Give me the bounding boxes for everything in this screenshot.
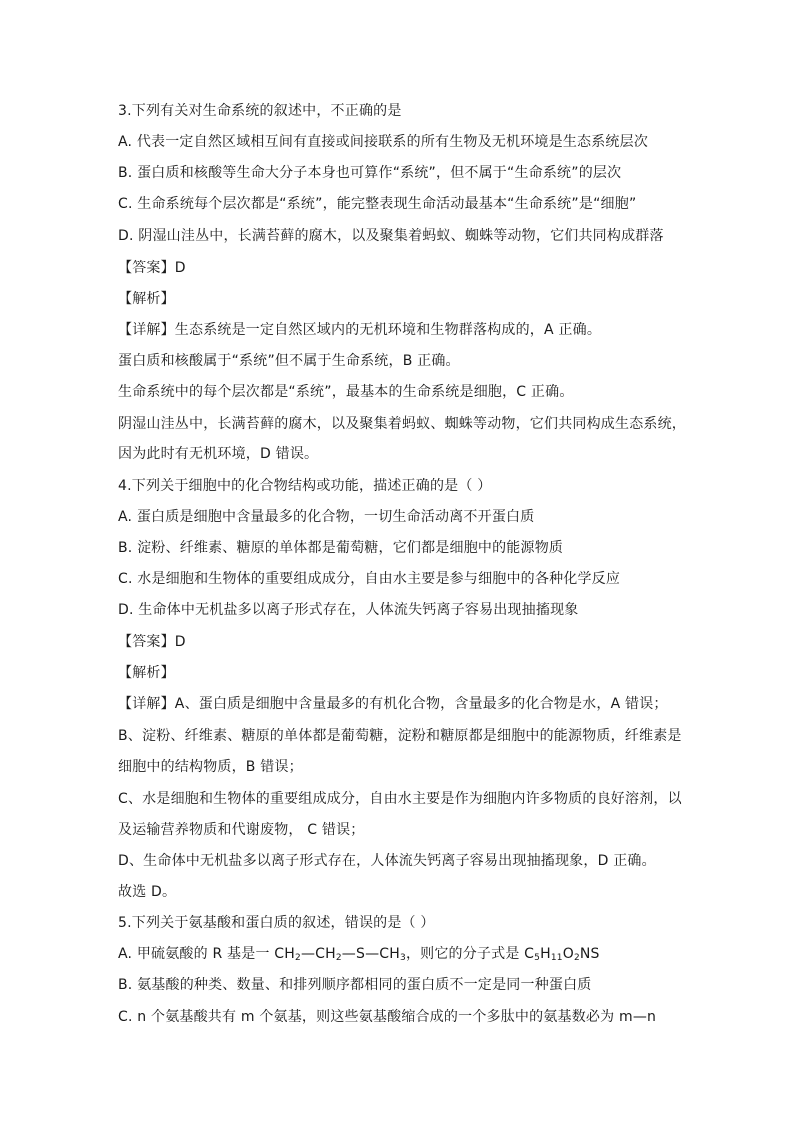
question-4-detail-line-4: C、水是细胞和生物体的重要组成成分，自由水主要是作为细胞内许多物质的良好溶剂，以 xyxy=(118,791,682,807)
question-3-stem: 3.下列有关对生命系统的叙述中，不正确的是 xyxy=(118,103,402,119)
question-5-option-c: C. n 个氨基酸共有 m 个氨基，则这些氨基酸缩合成的一个多肽中的氨基数必为 m—n xyxy=(118,1009,657,1025)
option-a-text: —CH xyxy=(300,946,336,962)
question-3-detail-line-2: 蛋白质和核酸属于“系统”但不属于生命系统，B 正确。 xyxy=(118,353,460,369)
question-3-detail-line-3: 生命系统中的每个层次都是“系统”，最基本的生命系统是细胞，C 正确。 xyxy=(118,384,574,400)
option-a-text: H xyxy=(540,946,551,962)
question-4-detail-line-3: 细胞中的结构物质，B 错误； xyxy=(118,759,303,775)
option-a-text: NS xyxy=(579,946,600,962)
option-a-text: A. 甲硫氨酸的 R 基是一 CH xyxy=(118,946,296,962)
question-5-option-b: B. 氨基酸的种类、数量、和排列顺序都相同的蛋白质不一定是同一种蛋白质 xyxy=(118,977,592,993)
question-4-option-d: D. 生命体中无机盐多以离子形式存在，人体流失钙离子容易出现抽搐现象 xyxy=(118,602,579,618)
option-a-text: O xyxy=(562,946,574,962)
question-4-option-c: C. 水是细胞和生物体的重要组成成分，自由水主要是参与细胞中的各种化学反应 xyxy=(118,571,621,587)
question-4-answer: 【答案】D xyxy=(118,634,186,650)
subscript: 3 xyxy=(400,953,406,963)
question-4-analysis-heading: 【解析】 xyxy=(118,665,175,681)
subscript: 2 xyxy=(573,953,580,963)
question-4-option-a: A. 蛋白质是细胞中含量最多的化合物，一切生命活动离不开蛋白质 xyxy=(118,509,535,525)
question-4-option-b: B. 淀粉、纤维素、糖原的单体都是葡萄糖，它们都是细胞中的能源物质 xyxy=(118,540,564,556)
subscript: 2 xyxy=(335,953,342,963)
question-3-option-c: C. 生命系统每个层次都是“系统”，能完整表现生命活动最基本“生命系统”是“细胞” xyxy=(118,196,637,212)
question-3-detail-line-4: 阴湿山洼丛中，长满苔藓的腐木，以及聚集着蚂蚁、蜘蛛等动物，它们共同构成生态系统， xyxy=(118,416,686,432)
subscript: 2 xyxy=(295,953,301,963)
question-3-detail-line-5: 因为此时有无机环境，D 错误。 xyxy=(118,446,319,462)
question-3-option-b: B. 蛋白质和核酸等生命大分子本身也可算作“系统”，但不属于“生命系统”的层次 xyxy=(118,165,622,181)
question-3-option-d: D. 阴湿山洼丛中，长满苔藓的腐木，以及聚集着蚂蚁、蜘蛛等动物，它们共同构成群落 xyxy=(118,228,664,244)
question-3-option-a: A. 代表一定自然区域相互间有直接或间接联系的所有生物及无机环境是生态系统层次 xyxy=(118,134,649,150)
question-4-detail-line-1: 【详解】A、蛋白质是细胞中含量最多的有机化合物，含量最多的化合物是水，A 错误； xyxy=(118,696,668,712)
question-4-stem: 4.下列关于细胞中的化合物结构或功能，描述正确的是（ ） xyxy=(118,478,492,494)
question-3-answer: 【答案】D xyxy=(118,260,186,276)
subscript: 11 xyxy=(550,953,563,963)
question-4-detail-line-7: 故选 D。 xyxy=(118,884,177,900)
question-5-option-a xyxy=(118,944,600,968)
question-3-analysis-heading: 【解析】 xyxy=(118,291,175,307)
subscript: 5 xyxy=(534,953,541,963)
question-4-detail-line-5: 及运输营养物质和代谢废物， C 错误； xyxy=(118,822,365,838)
option-a-text: —S—CH xyxy=(341,946,400,962)
question-3-detail-line-1: 【详解】生态系统是一定自然区域内的无机环境和生物群落构成的，A 正确。 xyxy=(118,322,602,338)
option-a-text: ，则它的分子式是 C xyxy=(405,946,535,962)
question-4-detail-line-6: D、生命体中无机盐多以离子形式存在，人体流失钙离子容易出现抽搐现象，D 正确。 xyxy=(118,853,656,869)
question-4-detail-line-2: B、淀粉、纤维素、糖原的单体都是葡萄糖，淀粉和糖原都是细胞中的能源物质，纤维素是 xyxy=(118,728,682,744)
question-5-stem: 5.下列关于氨基酸和蛋白质的叙述，错误的是（ ） xyxy=(118,915,435,931)
